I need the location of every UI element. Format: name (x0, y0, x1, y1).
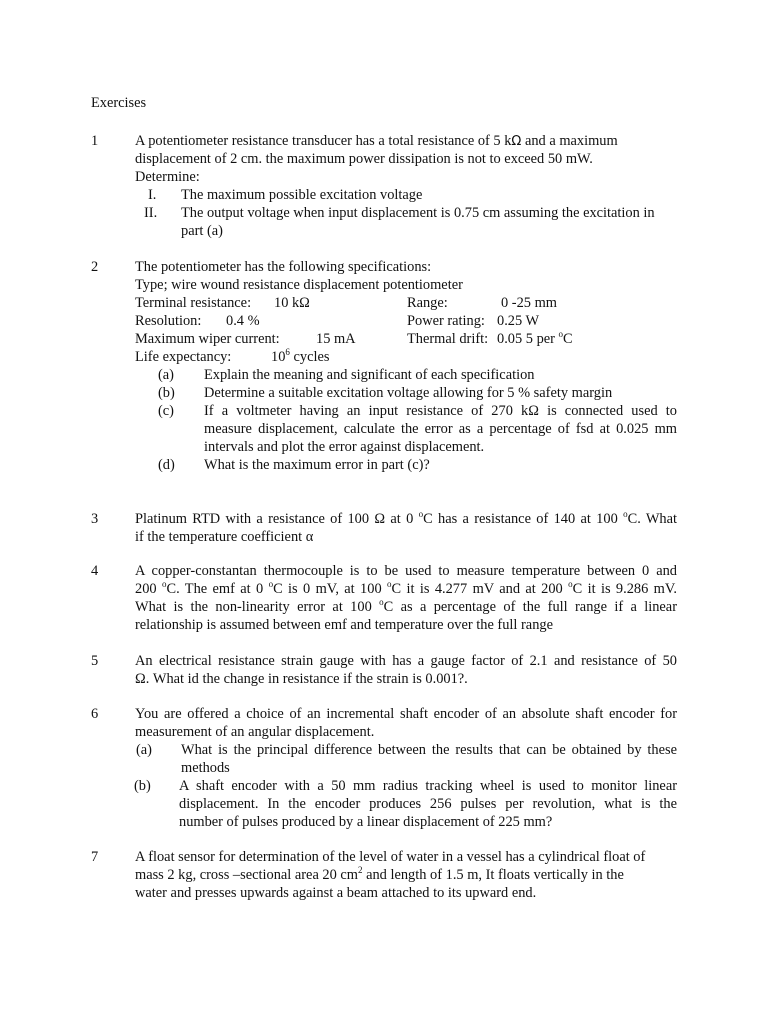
list-item-text: number of pulses produced by a linear displacement of 225 mm? (179, 814, 553, 830)
list-item-text: A shaft encoder with a 50 mm radius tracking wheel is used to monitor linear (179, 778, 677, 794)
list-marker: (b) (134, 778, 151, 794)
list-item-text: displacement. In the encoder produces 256 pulses per revolution, what is the (179, 796, 677, 812)
question-number: 2 (91, 259, 99, 275)
spec-label: Thermal drift: (407, 331, 489, 347)
list-item-text: What is the maximum error in part (c)? (204, 457, 430, 473)
question-text-line: You are offered a choice of an incremental shaft encoder of an absolute shaft encoder for (135, 706, 677, 722)
list-marker: II. (144, 205, 158, 221)
list-item-text: The maximum possible excitation voltage (181, 187, 423, 203)
question-text-line: Ω. What id the change in resistance if the strain is 0.001?. (135, 671, 468, 687)
spec-value: 0.4 % (226, 313, 260, 329)
spec-label: Range: (407, 295, 448, 311)
question-number: 1 (91, 133, 99, 149)
question-text-line: A float sensor for determination of the level of water in a vessel has a cylindrical float of (135, 849, 646, 865)
question-text-line: An electrical resistance strain gauge with has a gauge factor of 2.1 and resistance of 50 (135, 653, 677, 669)
list-item-text: What is the principal difference between the results that can be obtained by these (181, 742, 677, 758)
list-item-text: intervals and plot the error against displacement. (204, 439, 485, 455)
spec-label: Resolution: (135, 313, 202, 329)
question-text-line: relationship is assumed between emf and temperature over the full range (135, 617, 553, 633)
list-marker: I. (148, 187, 157, 203)
page-heading: Exercises (91, 95, 147, 111)
spec-label: Power rating: (407, 313, 485, 329)
list-marker: (b) (158, 385, 175, 401)
list-item-text: part (a) (181, 223, 223, 239)
question-number: 5 (91, 653, 99, 669)
question-text-line: The potentiometer has the following specifications: (135, 259, 432, 275)
question-text-line: mass 2 kg, cross –sectional area 20 $cm^2$ and length of 1.5 m, It floats vertically in the (135, 865, 624, 883)
list-marker: (a) (136, 742, 152, 758)
list-marker: (d) (158, 457, 175, 473)
spec-value: 0 -25 mm (501, 295, 557, 311)
list-item-text: The output voltage when input displacement is 0.75 cm assuming the excitation in (181, 205, 655, 221)
list-item-text: measure displacement, calculate the error as a percentage of fsd at 0.025 mm (204, 421, 677, 437)
question-text-line: A copper-constantan thermocouple is to be used to measure temperature between 0 and (135, 563, 677, 579)
question-text-line: Type; wire wound resistance displacement potentiometer (135, 277, 463, 293)
question-text-line: 200 $^o$C. The emf at 0 $^o$C is 0 mV, at 100 $^o$C it is 4.277 mV and at 200 $^o$C it is 9.286 mV. (135, 579, 678, 597)
spec-label: Terminal resistance: (135, 295, 252, 311)
spec-label: Life expectancy: (135, 349, 232, 365)
question-text-line: A potentiometer resistance transducer has a total resistance of 5 kΩ and a maximum (135, 133, 618, 149)
question-text-line: displacement of 2 cm. the maximum power dissipation is not to exceed 50 mW. (135, 151, 593, 167)
question-number: 4 (91, 563, 99, 579)
question-text-line: Platinum RTD with a resistance of 100 Ω at 0 $^o$C has a resistance of 140 at 100 $^o$C. What (135, 509, 678, 527)
question-text-line: if the temperature coefficient α (135, 529, 314, 545)
question-number: 7 (91, 849, 99, 865)
list-item-text: methods (181, 760, 230, 776)
question-number: 6 (91, 706, 99, 722)
list-item-text: Explain the meaning and significant of each specification (204, 367, 535, 383)
question-text-line: What is the non-linearity error at 100 $^o$C as a percentage of the full range if a linear (135, 597, 677, 615)
spec-value: 15 mA (316, 331, 356, 347)
question-text-line: measurement of an angular displacement. (135, 724, 375, 740)
list-item-text: If a voltmeter having an input resistance of 270 kΩ is connected used to (204, 403, 677, 419)
question-number: 3 (91, 511, 99, 527)
question-text-line: Determine: (135, 169, 200, 185)
spec-value: 10 kΩ (274, 295, 310, 311)
list-marker: (c) (158, 403, 174, 419)
spec-label: Maximum wiper current: (135, 331, 280, 347)
spec-value: 0.05 5 per $^o$C (497, 329, 573, 347)
spec-value: $10^6$ cycles (271, 347, 330, 365)
list-marker: (a) (158, 367, 174, 383)
question-text-line: water and presses upwards against a beam attached to its upward end. (135, 885, 537, 901)
spec-value: 0.25 W (497, 313, 540, 329)
list-item-text: Determine a suitable excitation voltage allowing for 5 % safety margin (204, 385, 613, 401)
